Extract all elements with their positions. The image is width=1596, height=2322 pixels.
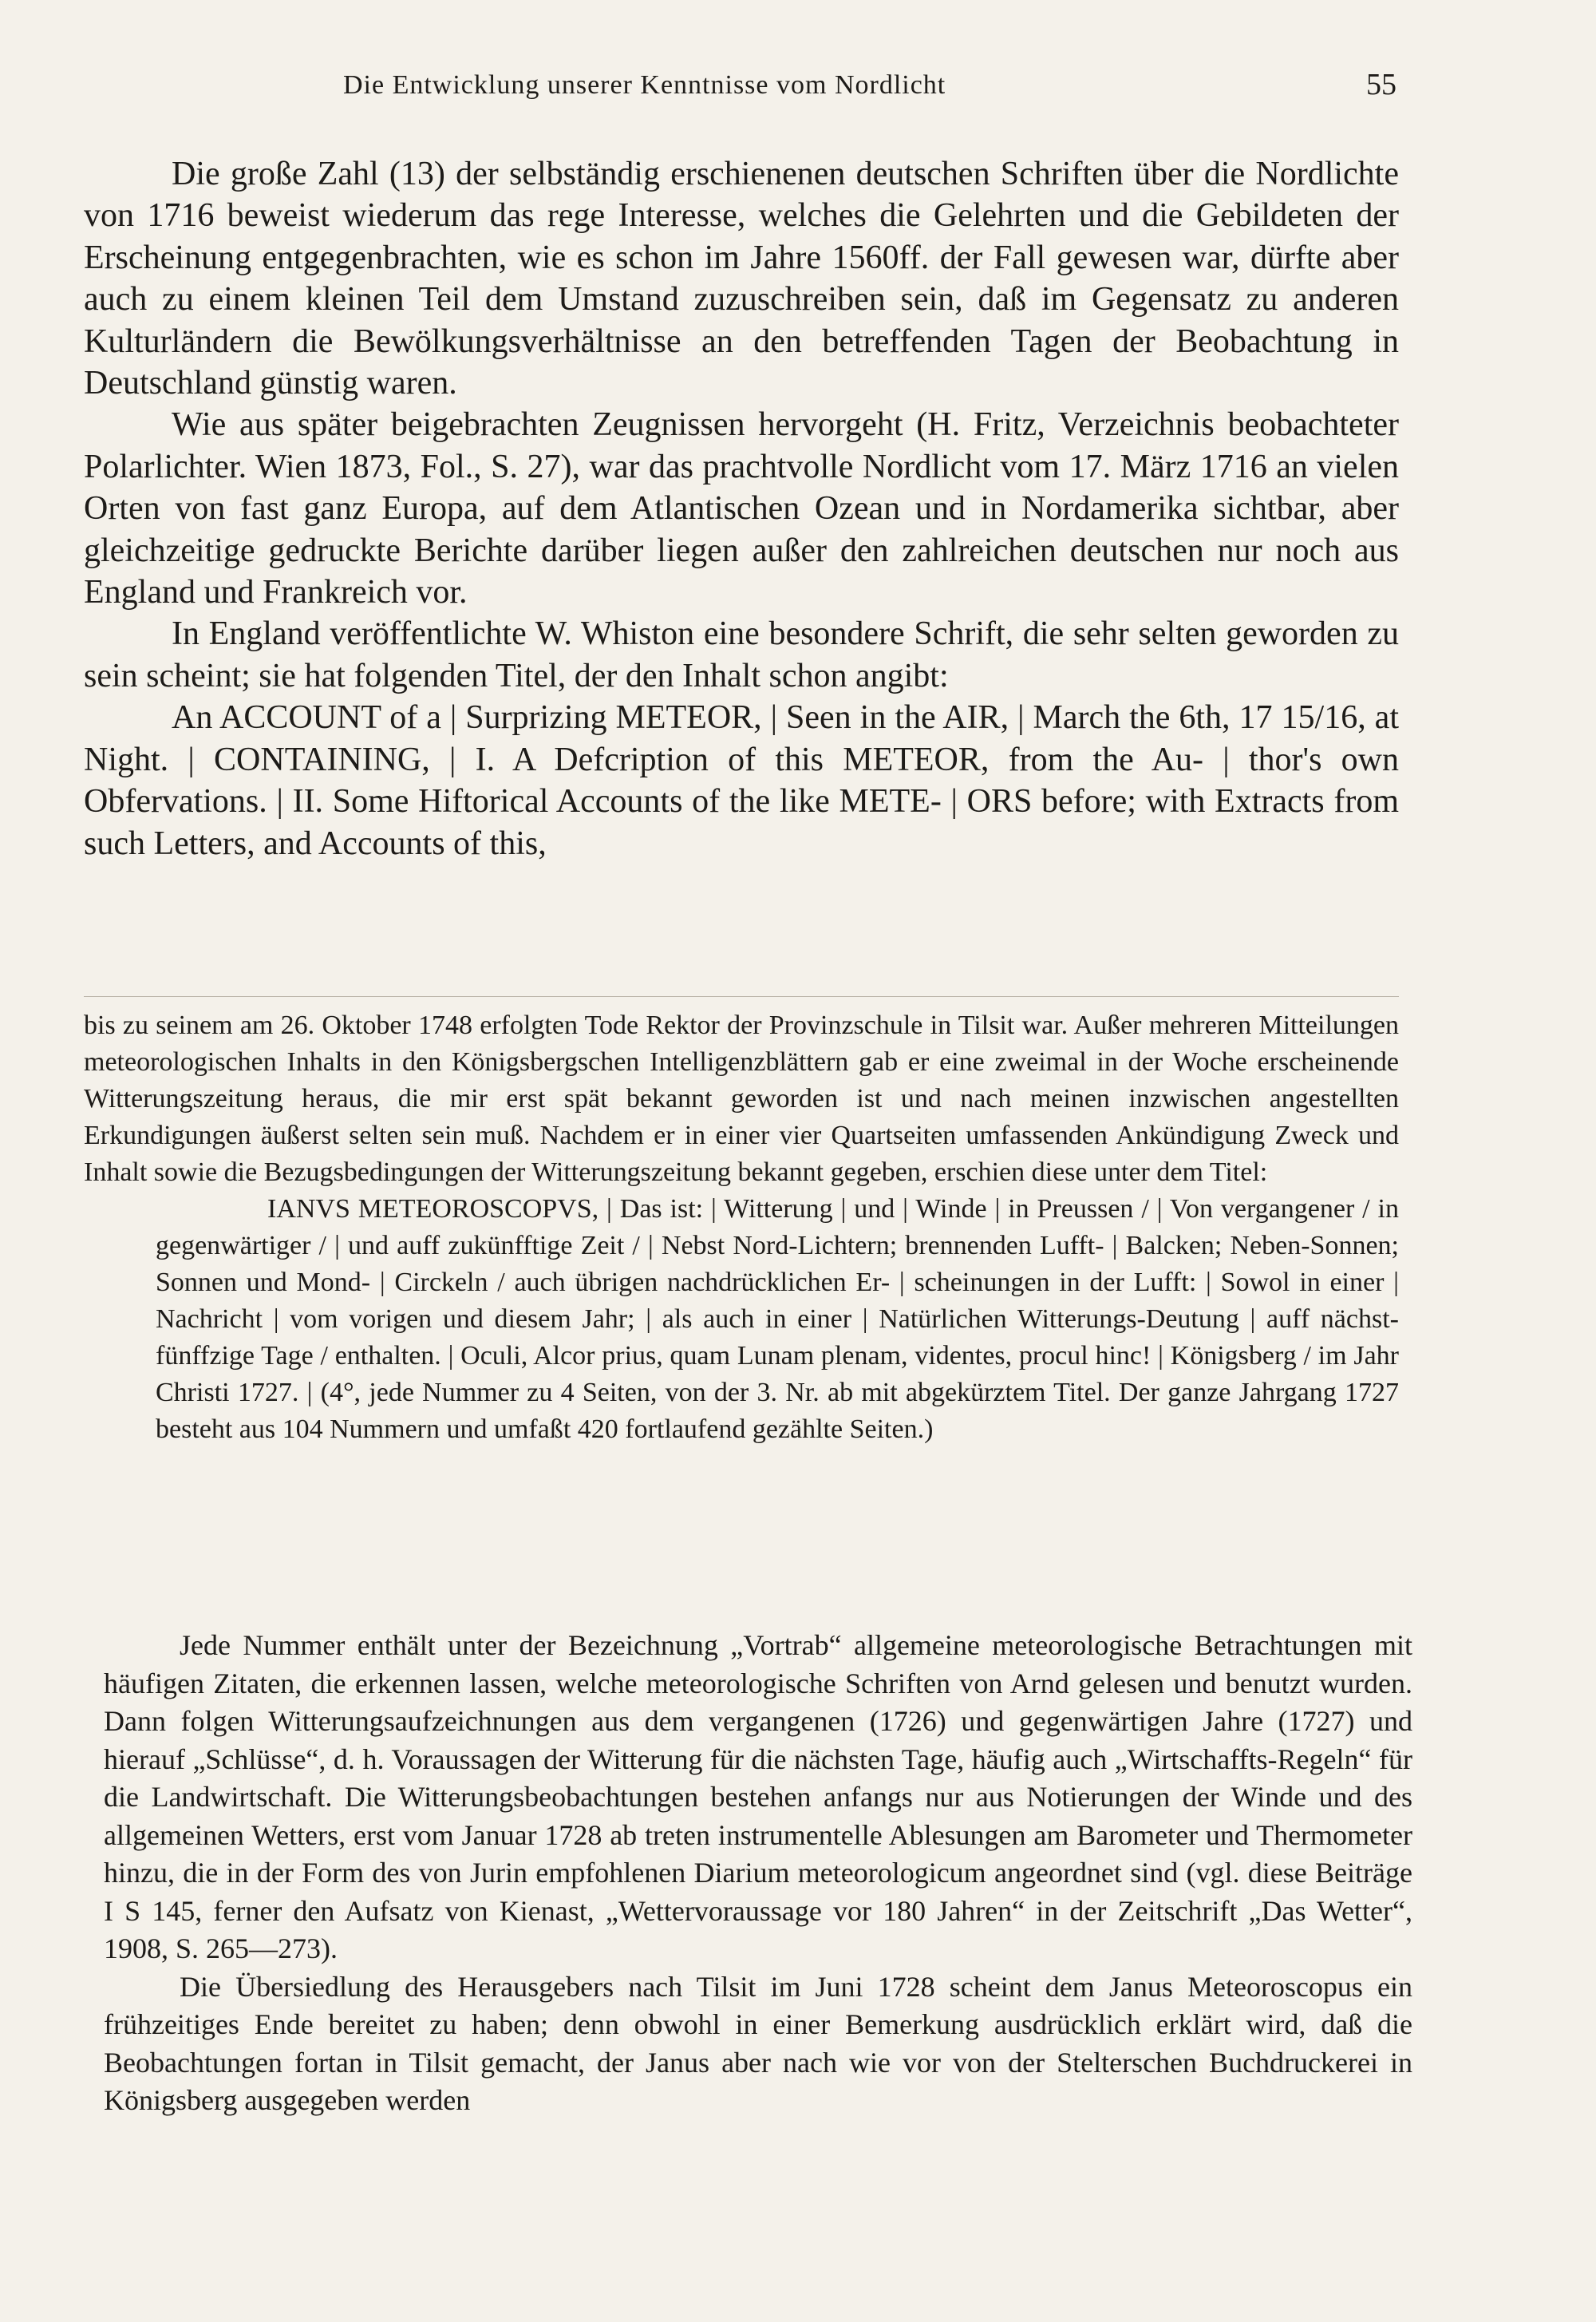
- footnote-paragraph: bis zu seinem am 26. Oktober 1748 erfolgten Tode Rektor der Provinzschule in Tilsit war. Außer mehreren Mitteilungen meteorologischen Inhalts in den Königsbergschen Intelligenzblättern gab er eine zweimal in der Woche erscheinende Witterungszeitung heraus, die mir erst spät bekannt geworden ist und nach meinen inzwischen angestellten Erkundigungen äußerst selten sein muß. Nachdem er in einer vier Quartseiten umfassenden Ankündigung Zweck und Inhalt sowie die Bezugsbedingungen der Witterungszeitung bekannt gegeben, erschien diese unter dem Titel:: [84, 1011, 1399, 1187]
- footnote-title-quote: IANVS METEOROSCOPVS, | Das ist: | Witterung | und | Winde | in Preussen / | Von vergangener / in gegenwärtiger / | und auff zukünfftige Zeit / | Nebst Nord-Lichtern; brennenden Lufft- | Balcken; Neben-Sonnen; Sonnen und Mond- | Circkeln / auch übrigen nachdrücklichen Er- | scheinungen in der Lufft: | Sowol in einer | Nachricht | vom vorigen und diesem Jahr; | als auch in einer | Natürlichen Witterungs-Deutung | auff nächst-fünffzige Tage / enthalten. | Oculi, Alcor prius, quam Lunam plenam, videntes, procul hinc! | Königsberg / im Jahr Christi 1727. | (4°, jede Nummer zu 4 Seiten, von der 3. Nr. ab mit abgekürztem Titel. Der ganze Jahrgang 1727 besteht aus 104 Nummern und umfaßt 420 fortlaufend gezählte Seiten.): [156, 1194, 1399, 1444]
- paragraph: Die große Zahl (13) der selbständig erschienenen deutschen Schriften über die Nordlichte von 1716 beweist wiederum das rege Interesse, welches die Gelehrten und die Gebildeten der Erscheinung entgegenbrachten, wie es schon im Jahre 1560ff. der Fall gewesen war, dürfte aber auch zu einem kleinen Teil dem Umstand zuzuschreiben sein, daß im Gegensatz zu anderen Kulturländern die Bewölkungsverhältnisse an den betreffenden Tagen der Beobachtung in Deutschland günstig waren.: [84, 156, 1399, 402]
- running-head: Die Entwicklung unserer Kenntnisse vom Nordlicht: [343, 70, 946, 100]
- paragraph: In England veröffentlichte W. Whiston eine besondere Schrift, die sehr selten geworden zu sein scheint; sie hat folgenden Titel, der den Inhalt schon angibt:: [84, 615, 1399, 694]
- paragraph: Die Übersiedlung des Herausgebers nach Tilsit im Juni 1728 scheint dem Janus Meteoroscopus ein frühzeitiges Ende bereitet zu haben; denn obwohl in einer Bemerkung ausdrücklich erklärt wird, daß die Beobachtungen fortan in Tilsit gemacht, der Janus aber nach wie vor von der Stelterschen Buchdruckerei in Königsberg ausgegeben werden: [104, 1970, 1412, 2116]
- page-header: [343, 70, 1396, 118]
- paragraph: Wie aus später beigebrachten Zeugnissen hervorgeht (H. Fritz, Verzeichnis beobachteter Polarlichter. Wien 1873, Fol., S. 27), war das prachtvolle Nordlicht vom 17. März 1716 an vielen Orten von fast ganz Europa, auf dem Atlantischen Ozean und in Nordamerika sichtbar, aber gleichzeitige gedruckte Berichte darüber liegen außer den zahlreichen deutschen nur noch aus England und Frankreich vor.: [84, 406, 1399, 611]
- title-quote: An ACCOUNT of a | Surprizing METEOR, | Seen in the AIR, | March the 6th, 17 15/16, at Night. | CONTAINING, | I. A Defcription of this METEOR, from the Au- | thor's own Obfervations. | II. Some Hiftorical Accounts of the like METE- | ORS before; with Extracts from such Letters, and Accounts of this,: [84, 699, 1399, 862]
- main-text: [84, 153, 1399, 864]
- footnote-rule: [84, 996, 1399, 997]
- paragraph: Jede Nummer enthält unter der Bezeichnung „Vortrab“ allgemeine meteorologische Betrachtungen mit häufigen Zitaten, die erkennen lassen, welche meteorologische Schriften von Arnd gelesen und benutzt wurden. Dann folgen Witterungsaufzeichnungen aus dem vergangenen (1726) und gegenwärtigen Jahre (1727) und hierauf „Schlüsse“, d. h. Voraussagen der Witterung für die nächsten Tage, häufig auch „Wirtschaffts-Regeln“ für die Landwirtschaft. Die Witterungsbeobachtungen bestehen anfangs nur aus Notierungen der Winde und des allgemeinen Wetters, erst vom Januar 1728 ab treten instrumentelle Ablesungen am Barometer und Thermometer hinzu, die in der Form des von Jurin empfohlenen Diarium meteorologicum angeordnet sind (vgl. diese Beiträge I S 145, ferner den Aufsatz von Kienast, „Wettervoraussage vor 180 Jahren“ in der Zeitschrift „Das Wetter“, 1908, S. 265—273).: [104, 1629, 1412, 1964]
- page-number: 55: [1366, 68, 1396, 101]
- continuation-text: [104, 1627, 1412, 2120]
- footnote: [84, 1007, 1399, 1448]
